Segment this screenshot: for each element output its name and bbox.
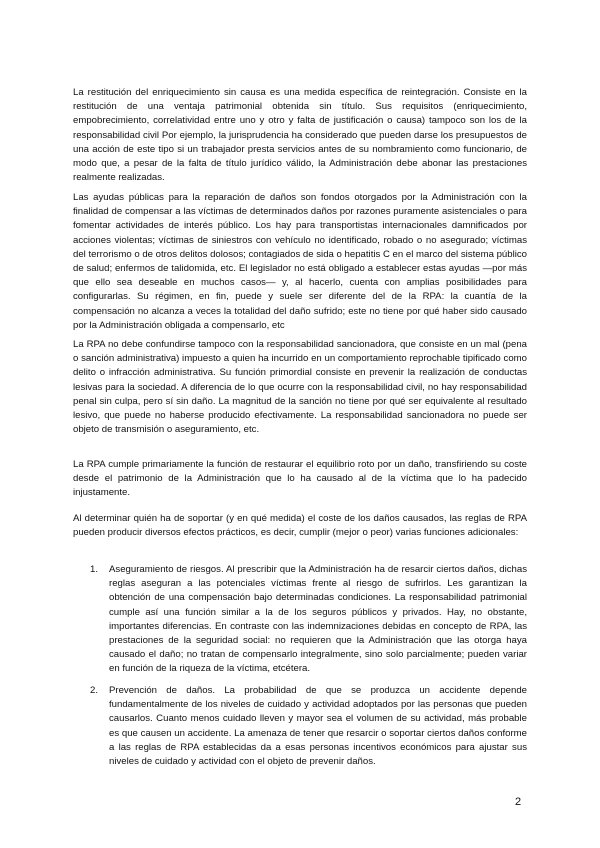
list-number: 2. bbox=[90, 685, 99, 696]
paragraph-funciones-adicionales: Al determinar quién ha de soportar (y en qué medida) el coste de los daños causados, las reglas de RPA pueden producir diversos efectos prácticos, es decir, cumplir (mejor o peor) varias funciones adicionales: bbox=[73, 513, 527, 539]
paragraph-responsabilidad-sancionadora: La RPA no debe confundirse tampoco con la responsabilidad sancionadora, que consiste en un mal (pena o sanción administrativa) impuesto a quien ha incurrido en un comportamiento reprochable tipificado como delito o infracción administrativa. Su función primordial consiste en prevenir la realización de conductas lesivas para la sociedad. A diferencia de lo que ocurre con la responsabilidad civil, no hay responsabilidad penal sin culpa, pero sí sin daño. La magnitud de la sanción no tiene por qué ser equivalente al resultado lesivo, que puede no haberse producido efectivamente. La responsabilidad sancionadora no puede ser objeto de transmisión o aseguramiento, etc. bbox=[73, 339, 527, 436]
list-text: Aseguramiento de riesgos. Al prescribir que la Administración ha de resarcir ciertos daños, dichas reglas aseguran a las potenciales víctimas frente al riesgo de sufrirlos. Les garantizan la obtención de una compensación bajo determinadas condiciones. La responsabilidad patrimonial cumple así una función similar a la de los seguros públicos y privados. Hay, no obstante, importantes diferencias. En contraste con las indemnizaciones debidas en concepto de RPA, las prestaciones de la seguridad social: no requieren que la Administración que las otorga haya causado el daño; no tratan de compensarlo integralmente, sino solo parcialmente; pueden variar en función de la riqueza de la víctima, etcétera. bbox=[109, 564, 527, 675]
page-number: 2 bbox=[515, 796, 522, 808]
paragraph-funcion-rpa: La RPA cumple primariamente la función de restaurar el equilibrio roto por un daño, transfiriendo su coste desde el patrimonio de la Administración que lo ha causado al de la víctima que lo ha padecido injustamente. bbox=[73, 459, 527, 499]
list-text: Prevención de daños. La probabilidad de que se produzca un accidente depende fundamentalmente de los niveles de cuidado y actividad adoptados por las personas que pueden causarlos. Cuanto menos cuidado lleven y mayor sea el volumen de su actividad, más probable es que causen un accidente. La amenaza de tener que resarcir o soportar ciertos daños conforme a las reglas de RPA establecidas da a esas personas incentivos económicos para ajustar sus niveles de cuidado y actividad con el objeto de prevenir daños. bbox=[109, 685, 527, 768]
list-number: 1. bbox=[90, 564, 99, 575]
paragraph-enriquecimiento: La restitución del enriquecimiento sin causa es una medida específica de reintegración. Consiste en la restitución de una ventaja patrimonial obtenida sin título. Sus requisitos (enriquecimiento, empobrecimiento, correlatividad entre uno y otro y falta de justificación o causa) tampoco son los de la responsabilidad civil Por ejemplo, la jurisprudencia ha considerado que pueden darse los presupuestos de una acción de este tipo si un trabajador presta servicios antes de su nombramiento como funcionario, de modo que, a pesar de la falta de título jurídico válido, la Administración debe abonar las prestaciones realmente realizadas. bbox=[73, 87, 527, 184]
paragraph-ayudas-publicas: Las ayudas públicas para la reparación de daños son fondos otorgados por la Administración con la finalidad de compensar a las víctimas de determinados daños por razones puramente asistenciales o para fomentar actividades de interés público. Los hay para transportistas internacionales damnificados por acciones violentas; víctimas de siniestros con vehículo no identificado, robado o no asegurado; víctimas del terrorismo o de otros delitos dolosos; contagiados de sida o hepatitis C en el marco del sistema público de salud; enfermos de talidomida, etc. El legislador no está obligado a establecer estas ayudas —por más que ello sea deseable en muchos casos— y, al hacerlo, cuenta con amplias posibilidades para configurarlas. Su régimen, en fin, puede y suele ser diferente del de la RPA: la cuantía de la compensación no alcanza a veces la totalidad del daño sufrido; este no tiene por qué haber sido causado por la Administración obligada a compensarlo, etc bbox=[73, 192, 527, 331]
